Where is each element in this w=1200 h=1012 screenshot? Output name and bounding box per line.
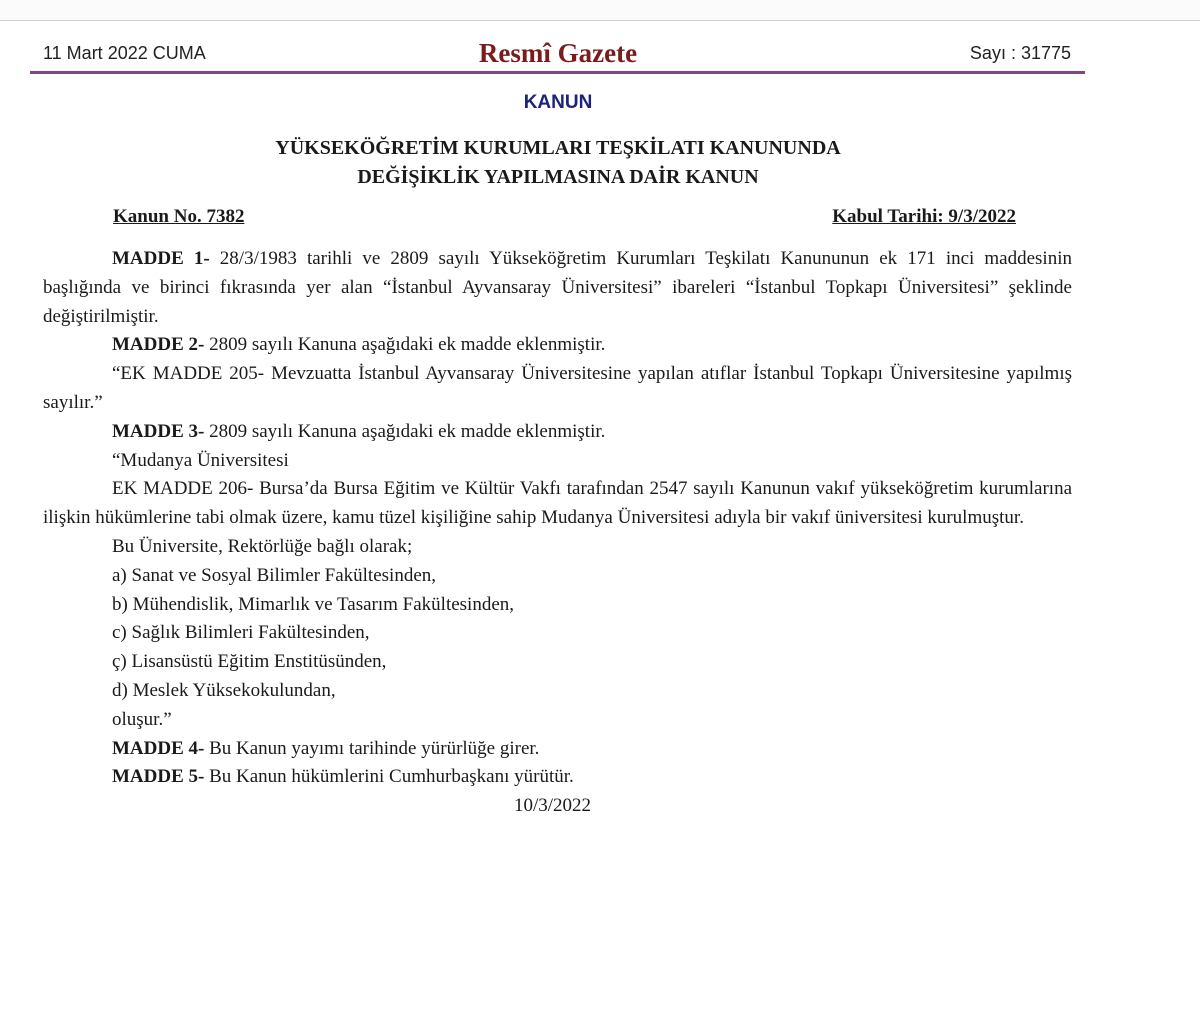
law-title-line-2: DEĞİŞİKLİK YAPILMASINA DAİR KANUN xyxy=(357,166,759,188)
article-5-text: Bu Kanun hükümlerini Cumhurbaşkanı yürütür. xyxy=(204,766,574,788)
mudanya-heading: “Mudanya Üniversitesi xyxy=(112,449,289,471)
law-title xyxy=(0,134,1116,192)
article-5-label: MADDE 5- xyxy=(112,766,205,788)
article-3-label: MADDE 3- xyxy=(112,420,205,442)
header-divider xyxy=(30,71,1085,74)
article-2-text: 2809 sayılı Kanuna aşağıdaki ek madde eklenmiştir. xyxy=(204,334,606,356)
article-3-text: 2809 sayılı Kanuna aşağıdaki ek madde eklenmiştir. xyxy=(204,420,606,442)
faculty-item: b) Mühendislik, Mimarlık ve Tasarım Fakültesinden, xyxy=(112,593,515,615)
section-heading: KANUN xyxy=(523,92,593,113)
law-number: Kanun No. 7382 xyxy=(113,206,245,227)
faculty-item: ç) Lisansüstü Eğitim Enstitüsünden, xyxy=(112,651,387,673)
gazette-title: Resmî Gazete xyxy=(478,38,638,68)
article-1 xyxy=(43,245,1072,331)
article-2 xyxy=(43,331,1072,360)
faculty-item: d) Meslek Yüksekokulundan, xyxy=(112,679,336,701)
law-title-line-1: YÜKSEKÖĞRETİM KURUMLARI TEŞKİLATI KANUNUNDA xyxy=(275,137,841,159)
article-3 xyxy=(43,418,1072,447)
article-2-label: MADDE 2- xyxy=(112,334,205,356)
university-intro: Bu Üniversite, Rektörlüğe bağlı olarak; xyxy=(112,535,413,557)
acceptance-date: Kabul Tarihi: 9/3/2022 xyxy=(832,206,1016,227)
article-5 xyxy=(43,763,1072,792)
gazette-date: 11 Mart 2022 CUMA xyxy=(43,43,206,63)
faculty-item: a) Sanat ve Sosyal Bilimler Fakültesinden, xyxy=(112,564,437,586)
law-body xyxy=(43,245,1072,821)
article-1-label: MADDE 1- xyxy=(112,248,210,269)
article-4-text: Bu Kanun yayımı tarihinde yürürlüğe girer. xyxy=(204,737,540,759)
faculty-item: c) Sağlık Bilimleri Fakültesinden, xyxy=(112,622,370,644)
additional-article-206: EK MADDE 206- Bursa’da Bursa Eğitim ve Kültür Vakfı tarafından 2547 sayılı Kanunun vakıf yükseköğretim kurumlarına ilişkin hükümlerine tabi olmak üzere, kamu tüzel kişiliğine sahip Mudanya Üniversitesi adıyla bir vakıf üniversitesi kurulmuştur. xyxy=(43,478,1072,529)
additional-article-205: “EK MADDE 205- Mevzuatta İstanbul Ayvansaray Üniversitesine yapılan atıflar İstanbul Topkapı Üniversitesine yapılmış sayılır.” xyxy=(43,363,1072,413)
signature-date: 10/3/2022 xyxy=(514,795,592,817)
article-1-text: 28/3/1983 tarihli ve 2809 sayılı Yükseköğretim Kurumları Teşkilatı Kanununun ek 171 inci maddesinin başlığında ve birinci fıkrasında yer alan “İstanbul Ayvansaray Üniversitesi” ibareleri “İstanbul Topkapı Üniversitesi” şeklinde değiştirilmiştir. xyxy=(43,248,1072,327)
article-4 xyxy=(43,735,1072,764)
browser-top-bar xyxy=(0,0,1200,21)
article-4-label: MADDE 4- xyxy=(112,737,205,759)
closing-text: oluşur.” xyxy=(112,708,172,730)
gazette-issue-number: Sayı : 31775 xyxy=(969,43,1071,63)
